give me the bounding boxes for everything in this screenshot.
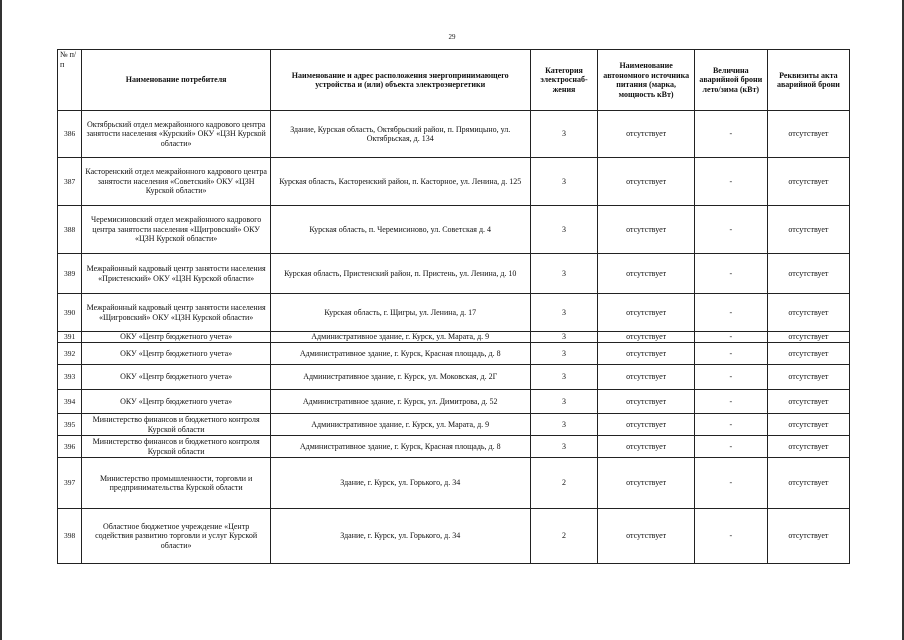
header-reserve: Величина аварийной брони лето/зима (кВт) — [694, 50, 767, 111]
cell-num: 398 — [58, 509, 82, 564]
cell-consumer: Областное бюджетное учреждение «Центр содействия развитию торговли и услуг Курской области» — [82, 509, 271, 564]
scan-edge-left — [0, 0, 2, 640]
cell-address: Здание, г. Курск, ул. Горького, д. 34 — [270, 509, 530, 564]
cell-num: 393 — [58, 365, 82, 390]
cell-num: 394 — [58, 390, 82, 414]
cell-consumer: Черемисиновский отдел межрайонного кадрового центра занятости населения «Щигровский» ОКУ «ЦЗН Курской области» — [82, 206, 271, 254]
cell-reserve: - — [694, 414, 767, 436]
cell-source: отсутствует — [598, 111, 694, 158]
cell-source: отсутствует — [598, 436, 694, 458]
cell-address: Административное здание, г. Курск, ул. Марата, д. 9 — [270, 332, 530, 343]
cell-requisites: отсутствует — [767, 509, 849, 564]
header-consumer: Наименование потребителя — [82, 50, 271, 111]
cell-reserve: - — [694, 343, 767, 365]
cell-address: Здание, г. Курск, ул. Горького, д. 34 — [270, 458, 530, 509]
cell-consumer: ОКУ «Центр бюджетного учета» — [82, 332, 271, 343]
header-address: Наименование и адрес расположения энергопринимающего устройства и (или) объекта электроэнергетики — [270, 50, 530, 111]
cell-requisites: отсутствует — [767, 414, 849, 436]
cell-source: отсутствует — [598, 343, 694, 365]
cell-num: 396 — [58, 436, 82, 458]
cell-category: 2 — [530, 509, 598, 564]
cell-consumer: Октябрьский отдел межрайонного кадрового центра занятости населения «Курский» ОКУ «ЦЗН Курской области» — [82, 111, 271, 158]
cell-consumer: Министерство финансов и бюджетного контроля Курской области — [82, 414, 271, 436]
cell-category: 3 — [530, 111, 598, 158]
header-requisites: Реквизиты акта аварийной брони — [767, 50, 849, 111]
table-row — [58, 158, 850, 206]
cell-requisites: отсутствует — [767, 111, 849, 158]
cell-requisites: отсутствует — [767, 206, 849, 254]
cell-num: 392 — [58, 343, 82, 365]
table-row — [58, 332, 850, 343]
cell-address: Курская область, п. Черемисиново, ул. Советская д. 4 — [270, 206, 530, 254]
cell-reserve: - — [694, 111, 767, 158]
cell-reserve: - — [694, 458, 767, 509]
table-row — [58, 294, 850, 332]
cell-source: отсутствует — [598, 206, 694, 254]
consumers-table — [57, 49, 850, 564]
cell-category: 3 — [530, 332, 598, 343]
cell-source: отсутствует — [598, 365, 694, 390]
cell-num: 395 — [58, 414, 82, 436]
cell-source: отсутствует — [598, 158, 694, 206]
table-row — [58, 390, 850, 414]
cell-num: 391 — [58, 332, 82, 343]
cell-source: отсутствует — [598, 332, 694, 343]
cell-requisites: отсутствует — [767, 158, 849, 206]
cell-consumer: Межрайонный кадровый центр занятости населения «Пристенский» ОКУ «ЦЗН Курской области» — [82, 254, 271, 294]
cell-source: отсутствует — [598, 390, 694, 414]
cell-reserve: - — [694, 509, 767, 564]
cell-address: Административное здание, г. Курск, ул. Димитрова, д. 52 — [270, 390, 530, 414]
cell-address: Административное здание, г. Курск, Красная площадь, д. 8 — [270, 436, 530, 458]
table-row — [58, 111, 850, 158]
cell-reserve: - — [694, 206, 767, 254]
cell-reserve: - — [694, 390, 767, 414]
cell-reserve: - — [694, 158, 767, 206]
cell-num: 397 — [58, 458, 82, 509]
cell-requisites: отсутствует — [767, 390, 849, 414]
cell-consumer: ОКУ «Центр бюджетного учета» — [82, 390, 271, 414]
header-source: Наименование автономного источника питания (марка, мощность кВт) — [598, 50, 694, 111]
cell-category: 3 — [530, 158, 598, 206]
cell-category: 3 — [530, 343, 598, 365]
cell-category: 3 — [530, 254, 598, 294]
page-number: 29 — [448, 33, 456, 41]
cell-address: Административное здание, г. Курск, ул. Моковская, д. 2Г — [270, 365, 530, 390]
cell-reserve: - — [694, 332, 767, 343]
table-row — [58, 509, 850, 564]
cell-consumer: Министерство финансов и бюджетного контроля Курской области — [82, 436, 271, 458]
cell-consumer: Касторенский отдел межрайонного кадрового центра занятости населения «Советский» ОКУ «ЦЗН Курской области» — [82, 158, 271, 206]
table-body — [58, 111, 850, 564]
cell-category: 3 — [530, 390, 598, 414]
cell-requisites: отсутствует — [767, 436, 849, 458]
table-row — [58, 365, 850, 390]
cell-num: 388 — [58, 206, 82, 254]
cell-category: 3 — [530, 436, 598, 458]
cell-address: Административное здание, г. Курск, Красная площадь, д. 8 — [270, 343, 530, 365]
cell-reserve: - — [694, 436, 767, 458]
cell-num: 390 — [58, 294, 82, 332]
cell-address: Курская область, Пристенский район, п. Пристень, ул. Ленина, д. 10 — [270, 254, 530, 294]
cell-requisites: отсутствует — [767, 254, 849, 294]
cell-category: 3 — [530, 206, 598, 254]
cell-source: отсутствует — [598, 254, 694, 294]
cell-requisites: отсутствует — [767, 365, 849, 390]
table-row — [58, 206, 850, 254]
cell-category: 2 — [530, 458, 598, 509]
table-row — [58, 414, 850, 436]
cell-reserve: - — [694, 294, 767, 332]
header-category: Категория электроснаб-жения — [530, 50, 598, 111]
table-row — [58, 254, 850, 294]
cell-num: 387 — [58, 158, 82, 206]
cell-address: Административное здание, г. Курск, ул. Марата, д. 9 — [270, 414, 530, 436]
table-header-row — [58, 50, 850, 111]
cell-requisites: отсутствует — [767, 458, 849, 509]
cell-category: 3 — [530, 414, 598, 436]
cell-address: Курская область, г. Щигры, ул. Ленина, д. 17 — [270, 294, 530, 332]
cell-source: отсутствует — [598, 414, 694, 436]
cell-source: отсутствует — [598, 294, 694, 332]
cell-source: отсутствует — [598, 509, 694, 564]
cell-reserve: - — [694, 365, 767, 390]
cell-address: Здание, Курская область, Октябрьский район, п. Прямицыно, ул. Октябрьская, д. 134 — [270, 111, 530, 158]
cell-category: 3 — [530, 365, 598, 390]
table-row — [58, 343, 850, 365]
cell-consumer: ОКУ «Центр бюджетного учета» — [82, 343, 271, 365]
table-row — [58, 458, 850, 509]
cell-consumer: Межрайонный кадровый центр занятости населения «Щигровский» ОКУ «ЦЗН Курской области» — [82, 294, 271, 332]
cell-requisites: отсутствует — [767, 294, 849, 332]
cell-consumer: Министерство промышленности, торговли и предпринимательства Курской области — [82, 458, 271, 509]
cell-requisites: отсутствует — [767, 332, 849, 343]
cell-category: 3 — [530, 294, 598, 332]
table-row — [58, 436, 850, 458]
cell-source: отсутствует — [598, 458, 694, 509]
cell-reserve: - — [694, 254, 767, 294]
cell-requisites: отсутствует — [767, 343, 849, 365]
cell-num: 386 — [58, 111, 82, 158]
header-num: № п/п — [58, 50, 82, 111]
cell-address: Курская область, Касторенский район, п. Касторное, ул. Ленина, д. 125 — [270, 158, 530, 206]
cell-num: 389 — [58, 254, 82, 294]
cell-consumer: ОКУ «Центр бюджетного учета» — [82, 365, 271, 390]
